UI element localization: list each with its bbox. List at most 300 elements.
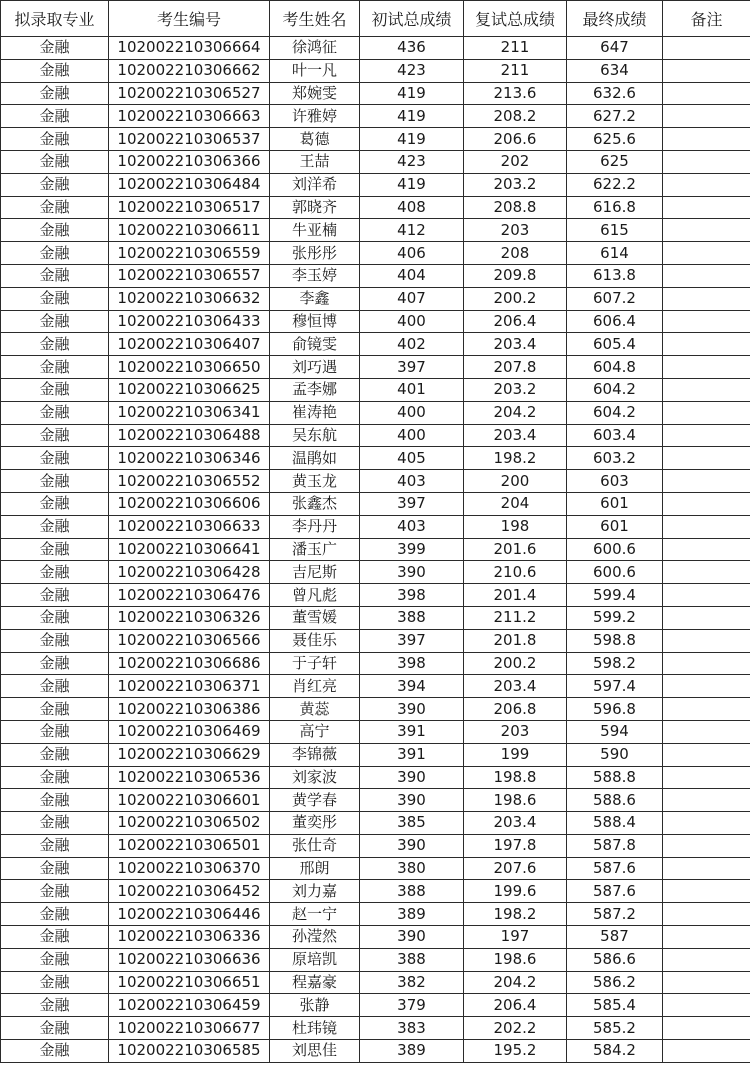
cell-major: 金融 [1,150,109,173]
cell-candidate-name: 黄学春 [270,789,360,812]
cell-retest-score: 204 [464,492,567,515]
cell-major: 金融 [1,128,109,151]
cell-initial-score: 391 [360,720,464,743]
table-row [1,584,750,607]
cell-initial-score: 397 [360,629,464,652]
cell-major: 金融 [1,196,109,219]
cell-candidate-id: 102002210306336 [109,926,270,949]
cell-remarks [663,150,750,173]
cell-initial-score: 389 [360,1040,464,1063]
cell-retest-score: 195.2 [464,1040,567,1063]
cell-major: 金融 [1,470,109,493]
cell-initial-score: 390 [360,561,464,584]
table-row [1,698,750,721]
cell-retest-score: 211.2 [464,606,567,629]
cell-major: 金融 [1,606,109,629]
cell-remarks [663,219,750,242]
cell-final-score: 585.4 [567,994,663,1017]
cell-final-score: 590 [567,743,663,766]
cell-retest-score: 203.2 [464,173,567,196]
cell-final-score: 616.8 [567,196,663,219]
cell-remarks [663,971,750,994]
cell-final-score: 622.2 [567,173,663,196]
cell-major: 金融 [1,880,109,903]
cell-retest-score: 210.6 [464,561,567,584]
cell-retest-score: 213.6 [464,82,567,105]
cell-major: 金融 [1,675,109,698]
cell-final-score: 596.8 [567,698,663,721]
cell-initial-score: 419 [360,173,464,196]
cell-initial-score: 423 [360,150,464,173]
cell-retest-score: 198.2 [464,903,567,926]
table-body [1,37,750,1063]
cell-initial-score: 423 [360,59,464,82]
cell-remarks [663,242,750,265]
cell-retest-score: 206.6 [464,128,567,151]
cell-major: 金融 [1,37,109,60]
cell-candidate-id: 102002210306488 [109,424,270,447]
cell-remarks [663,766,750,789]
cell-candidate-id: 102002210306452 [109,880,270,903]
cell-retest-score: 203 [464,219,567,242]
cell-final-score: 625 [567,150,663,173]
cell-final-score: 600.6 [567,561,663,584]
cell-final-score: 587.8 [567,834,663,857]
cell-remarks [663,926,750,949]
header-final-score: 最终成绩 [567,1,663,37]
table-row [1,880,750,903]
cell-candidate-name: 张静 [270,994,360,1017]
table-row [1,128,750,151]
header-row [1,1,750,37]
cell-initial-score: 406 [360,242,464,265]
cell-candidate-id: 102002210306641 [109,538,270,561]
cell-major: 金融 [1,926,109,949]
cell-remarks [663,333,750,356]
cell-retest-score: 202.2 [464,1017,567,1040]
cell-final-score: 627.2 [567,105,663,128]
table-row [1,173,750,196]
cell-retest-score: 206.4 [464,310,567,333]
cell-initial-score: 397 [360,492,464,515]
cell-remarks [663,128,750,151]
cell-candidate-name: 刘家波 [270,766,360,789]
cell-candidate-name: 吉尼斯 [270,561,360,584]
cell-candidate-id: 102002210306366 [109,150,270,173]
cell-major: 金融 [1,492,109,515]
cell-initial-score: 400 [360,310,464,333]
table-row [1,356,750,379]
table-row [1,1040,750,1063]
cell-remarks [663,37,750,60]
cell-candidate-name: 王喆 [270,150,360,173]
cell-final-score: 587.6 [567,880,663,903]
cell-final-score: 601 [567,492,663,515]
cell-candidate-id: 102002210306341 [109,401,270,424]
cell-major: 金融 [1,743,109,766]
cell-initial-score: 403 [360,515,464,538]
cell-candidate-name: 聂佳乐 [270,629,360,652]
table-row [1,994,750,1017]
cell-candidate-name: 吴东航 [270,424,360,447]
cell-initial-score: 388 [360,606,464,629]
cell-candidate-name: 孙滢然 [270,926,360,949]
cell-candidate-name: 温鹃如 [270,447,360,470]
table-row [1,903,750,926]
cell-candidate-id: 102002210306663 [109,105,270,128]
cell-major: 金融 [1,971,109,994]
cell-candidate-name: 黄玉龙 [270,470,360,493]
table-row [1,59,750,82]
cell-major: 金融 [1,538,109,561]
cell-retest-score: 198.2 [464,447,567,470]
cell-candidate-name: 张仕奇 [270,834,360,857]
cell-initial-score: 408 [360,196,464,219]
table-row [1,926,750,949]
table-row [1,287,750,310]
cell-remarks [663,698,750,721]
table-row [1,150,750,173]
table-row [1,424,750,447]
cell-candidate-name: 曾凡彪 [270,584,360,607]
cell-remarks [663,378,750,401]
cell-initial-score: 400 [360,424,464,447]
cell-remarks [663,401,750,424]
cell-initial-score: 399 [360,538,464,561]
header-remarks: 备注 [663,1,750,37]
cell-initial-score: 379 [360,994,464,1017]
cell-major: 金融 [1,1017,109,1040]
cell-remarks [663,196,750,219]
cell-initial-score: 400 [360,401,464,424]
cell-remarks [663,652,750,675]
cell-remarks [663,59,750,82]
cell-retest-score: 204.2 [464,971,567,994]
cell-final-score: 604.2 [567,378,663,401]
cell-retest-score: 203.2 [464,378,567,401]
cell-candidate-id: 102002210306552 [109,470,270,493]
cell-candidate-id: 102002210306677 [109,1017,270,1040]
cell-major: 金融 [1,287,109,310]
cell-major: 金融 [1,333,109,356]
header-initial-score: 初试总成绩 [360,1,464,37]
cell-final-score: 598.8 [567,629,663,652]
cell-remarks [663,287,750,310]
table-row [1,629,750,652]
cell-remarks [663,834,750,857]
cell-initial-score: 389 [360,903,464,926]
cell-remarks [663,903,750,926]
cell-initial-score: 390 [360,698,464,721]
cell-major: 金融 [1,1040,109,1063]
cell-remarks [663,492,750,515]
cell-final-score: 615 [567,219,663,242]
cell-remarks [663,584,750,607]
cell-final-score: 594 [567,720,663,743]
table-row [1,606,750,629]
cell-initial-score: 394 [360,675,464,698]
cell-remarks [663,812,750,835]
cell-major: 金融 [1,948,109,971]
cell-remarks [663,515,750,538]
cell-final-score: 585.2 [567,1017,663,1040]
table-row [1,447,750,470]
cell-candidate-id: 102002210306446 [109,903,270,926]
cell-candidate-id: 102002210306585 [109,1040,270,1063]
cell-retest-score: 203 [464,720,567,743]
cell-final-score: 600.6 [567,538,663,561]
table-row [1,812,750,835]
table-row [1,492,750,515]
cell-initial-score: 403 [360,470,464,493]
cell-major: 金融 [1,515,109,538]
cell-major: 金融 [1,424,109,447]
cell-candidate-name: 李丹丹 [270,515,360,538]
cell-candidate-name: 杜玮镜 [270,1017,360,1040]
cell-final-score: 605.4 [567,333,663,356]
cell-major: 金融 [1,219,109,242]
cell-initial-score: 388 [360,948,464,971]
cell-final-score: 588.8 [567,766,663,789]
table-row [1,834,750,857]
cell-candidate-name: 董雪媛 [270,606,360,629]
cell-major: 金融 [1,720,109,743]
cell-final-score: 603.2 [567,447,663,470]
table-row [1,401,750,424]
cell-candidate-name: 崔涛艳 [270,401,360,424]
table-row [1,378,750,401]
cell-candidate-name: 原培凯 [270,948,360,971]
cell-candidate-name: 刘思佳 [270,1040,360,1063]
cell-candidate-id: 102002210306557 [109,264,270,287]
cell-candidate-name: 许雅婷 [270,105,360,128]
cell-candidate-id: 102002210306651 [109,971,270,994]
cell-final-score: 586.6 [567,948,663,971]
cell-remarks [663,1017,750,1040]
cell-candidate-id: 102002210306536 [109,766,270,789]
cell-candidate-id: 102002210306476 [109,584,270,607]
cell-final-score: 647 [567,37,663,60]
cell-initial-score: 382 [360,971,464,994]
cell-candidate-id: 102002210306650 [109,356,270,379]
cell-candidate-id: 102002210306527 [109,82,270,105]
cell-retest-score: 201.4 [464,584,567,607]
cell-candidate-id: 102002210306386 [109,698,270,721]
cell-candidate-name: 李锦薇 [270,743,360,766]
table-row [1,561,750,584]
table-row [1,652,750,675]
cell-candidate-name: 赵一宁 [270,903,360,926]
cell-retest-score: 207.6 [464,857,567,880]
cell-initial-score: 405 [360,447,464,470]
cell-final-score: 587.6 [567,857,663,880]
cell-candidate-id: 102002210306629 [109,743,270,766]
cell-initial-score: 390 [360,926,464,949]
cell-retest-score: 203.4 [464,333,567,356]
header-candidate-id: 考生编号 [109,1,270,37]
cell-remarks [663,948,750,971]
cell-retest-score: 197.8 [464,834,567,857]
cell-candidate-name: 葛德 [270,128,360,151]
cell-remarks [663,264,750,287]
cell-candidate-name: 俞镜雯 [270,333,360,356]
cell-major: 金融 [1,857,109,880]
cell-major: 金融 [1,584,109,607]
cell-candidate-name: 徐鸿征 [270,37,360,60]
cell-candidate-id: 102002210306428 [109,561,270,584]
cell-retest-score: 206.4 [464,994,567,1017]
cell-final-score: 601 [567,515,663,538]
table-row [1,971,750,994]
cell-major: 金融 [1,652,109,675]
cell-final-score: 625.6 [567,128,663,151]
cell-retest-score: 203.4 [464,424,567,447]
cell-candidate-id: 102002210306346 [109,447,270,470]
cell-candidate-id: 102002210306566 [109,629,270,652]
cell-remarks [663,880,750,903]
cell-candidate-id: 102002210306502 [109,812,270,835]
cell-final-score: 604.2 [567,401,663,424]
cell-remarks [663,789,750,812]
cell-candidate-id: 102002210306662 [109,59,270,82]
cell-retest-score: 204.2 [464,401,567,424]
cell-candidate-name: 李鑫 [270,287,360,310]
cell-initial-score: 397 [360,356,464,379]
cell-major: 金融 [1,561,109,584]
cell-remarks [663,720,750,743]
cell-candidate-id: 102002210306633 [109,515,270,538]
cell-major: 金融 [1,401,109,424]
table-row [1,242,750,265]
cell-remarks [663,470,750,493]
cell-candidate-name: 董奕彤 [270,812,360,835]
cell-initial-score: 419 [360,82,464,105]
cell-final-score: 587.2 [567,903,663,926]
cell-initial-score: 383 [360,1017,464,1040]
cell-remarks [663,1040,750,1063]
cell-retest-score: 202 [464,150,567,173]
cell-retest-score: 198 [464,515,567,538]
cell-candidate-name: 程嘉豪 [270,971,360,994]
cell-final-score: 604.8 [567,356,663,379]
cell-retest-score: 208 [464,242,567,265]
cell-final-score: 584.2 [567,1040,663,1063]
cell-retest-score: 201.8 [464,629,567,652]
cell-initial-score: 388 [360,880,464,903]
cell-retest-score: 200 [464,470,567,493]
table-row [1,264,750,287]
table-row [1,219,750,242]
cell-candidate-name: 刘巧遇 [270,356,360,379]
cell-final-score: 614 [567,242,663,265]
table-row [1,37,750,60]
cell-major: 金融 [1,82,109,105]
cell-candidate-id: 102002210306371 [109,675,270,698]
table-row [1,743,750,766]
table-row [1,1017,750,1040]
cell-major: 金融 [1,903,109,926]
cell-initial-score: 402 [360,333,464,356]
cell-retest-score: 198.8 [464,766,567,789]
table-row [1,333,750,356]
cell-remarks [663,561,750,584]
cell-candidate-name: 郑婉雯 [270,82,360,105]
table-row [1,196,750,219]
cell-major: 金融 [1,242,109,265]
table-row [1,538,750,561]
table-row [1,675,750,698]
cell-retest-score: 199.6 [464,880,567,903]
cell-candidate-name: 张彤彤 [270,242,360,265]
cell-major: 金融 [1,447,109,470]
cell-initial-score: 404 [360,264,464,287]
cell-initial-score: 390 [360,789,464,812]
cell-remarks [663,82,750,105]
cell-candidate-id: 102002210306517 [109,196,270,219]
cell-initial-score: 380 [360,857,464,880]
cell-retest-score: 209.8 [464,264,567,287]
cell-final-score: 587 [567,926,663,949]
cell-remarks [663,310,750,333]
cell-candidate-id: 102002210306326 [109,606,270,629]
cell-candidate-name: 肖红亮 [270,675,360,698]
cell-retest-score: 208.8 [464,196,567,219]
cell-initial-score: 436 [360,37,464,60]
cell-initial-score: 419 [360,128,464,151]
cell-candidate-id: 102002210306636 [109,948,270,971]
table-row [1,766,750,789]
cell-remarks [663,994,750,1017]
cell-initial-score: 398 [360,652,464,675]
cell-candidate-name: 牛亚楠 [270,219,360,242]
table-row [1,720,750,743]
cell-major: 金融 [1,766,109,789]
cell-candidate-id: 102002210306601 [109,789,270,812]
cell-retest-score: 207.8 [464,356,567,379]
cell-final-score: 607.2 [567,287,663,310]
cell-major: 金融 [1,378,109,401]
cell-candidate-id: 102002210306664 [109,37,270,60]
cell-remarks [663,606,750,629]
cell-candidate-name: 刘力嘉 [270,880,360,903]
cell-retest-score: 208.2 [464,105,567,128]
cell-major: 金融 [1,310,109,333]
cell-major: 金融 [1,812,109,835]
table-row [1,310,750,333]
table-row [1,470,750,493]
cell-retest-score: 211 [464,37,567,60]
cell-remarks [663,105,750,128]
cell-retest-score: 206.8 [464,698,567,721]
cell-major: 金融 [1,834,109,857]
cell-retest-score: 200.2 [464,287,567,310]
cell-candidate-id: 102002210306625 [109,378,270,401]
cell-candidate-name: 高宁 [270,720,360,743]
cell-remarks [663,447,750,470]
cell-initial-score: 412 [360,219,464,242]
cell-remarks [663,538,750,561]
cell-candidate-id: 102002210306484 [109,173,270,196]
cell-final-score: 613.8 [567,264,663,287]
cell-candidate-id: 102002210306611 [109,219,270,242]
cell-candidate-name: 邢朗 [270,857,360,880]
cell-candidate-id: 102002210306606 [109,492,270,515]
table-row [1,515,750,538]
cell-candidate-id: 102002210306559 [109,242,270,265]
cell-remarks [663,857,750,880]
cell-major: 金融 [1,59,109,82]
cell-final-score: 603.4 [567,424,663,447]
